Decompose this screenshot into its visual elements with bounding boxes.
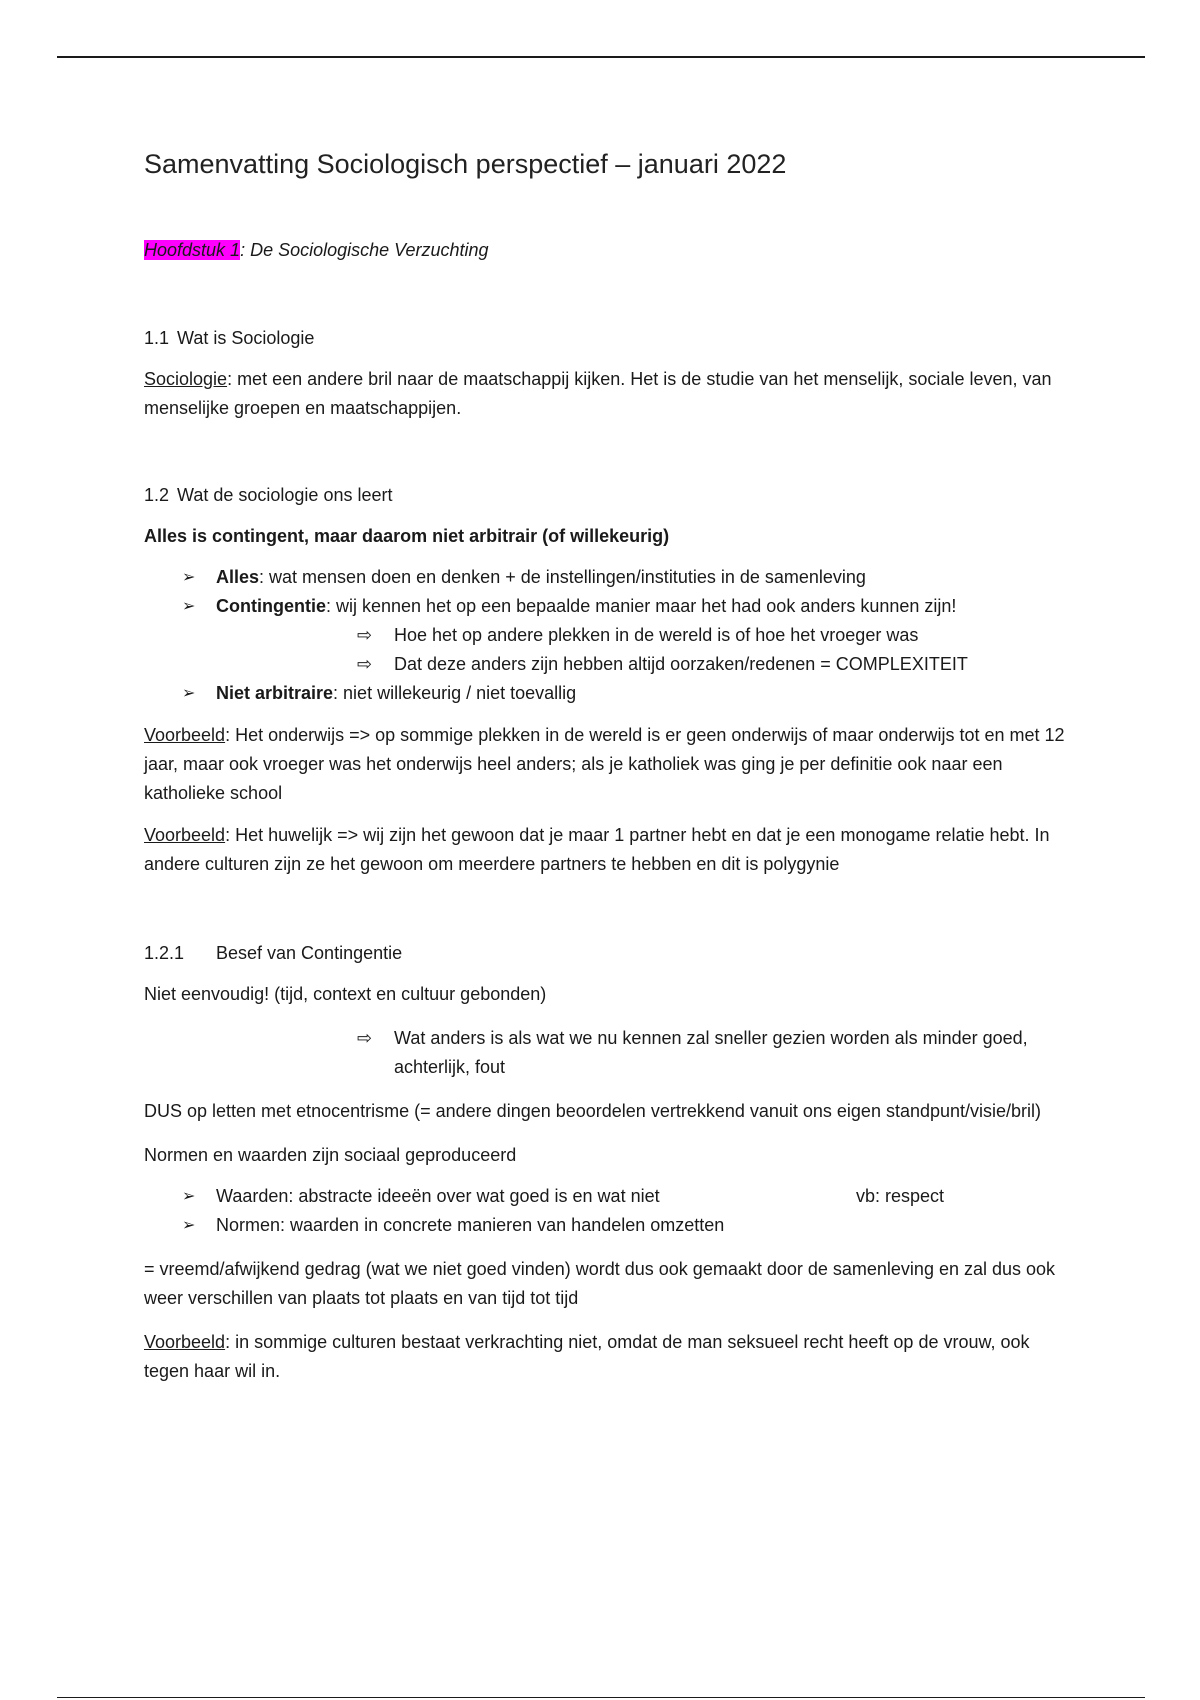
example-label: Voorbeeld	[144, 725, 226, 745]
header-rule	[57, 56, 1145, 58]
section-1-1-heading	[144, 324, 1074, 352]
outlined-arrow-icon: ⇨	[357, 654, 373, 674]
key-statement: Alles is contingent, maar daarom niet arbitrair (of willekeurig)	[144, 526, 670, 546]
contingency-sub-bullets	[144, 621, 1074, 679]
footer-rule	[57, 1697, 1145, 1698]
contingency-bullets	[144, 563, 1074, 708]
arrow-note: ⇨ Wat anders is als wat we nu kennen zal sneller gezien worden als minder goed, achterlijk, fout	[144, 1024, 1074, 1082]
definition-text: : met een andere bril naar de maatschappij kijken. Het is de studie van het menselijk, sociale leven, van menselijke groepen en maatschappijen.	[144, 369, 1052, 418]
deviant-behaviour-note: = vreemd/afwijkend gedrag (wat we niet goed vinden) wordt dus ook gemaakt door de samenleving en zal dus ook weer verschillen van plaats tot plaats en van tijd tot tijd	[144, 1259, 1056, 1308]
section-title: Wat de sociologie ons leert	[177, 485, 393, 505]
chapter-heading	[144, 236, 1074, 264]
example-label: Voorbeeld	[144, 1332, 226, 1352]
arrowhead-bullet-icon: ➢	[182, 685, 196, 702]
list-item: ➢ Alles: wat mensen doen en denken + de instellingen/instituties in de samenleving	[144, 563, 1074, 592]
document-page	[144, 142, 1074, 1386]
example-culture: Voorbeeld: in sommige culturen bestaat verkrachting niet, omdat de man seksueel recht heeft op de vrouw, ook tegen haar wil in.	[144, 1332, 1030, 1381]
sociologie-definition	[144, 365, 1074, 423]
chapter-title: : De Sociologische Verzuchting	[240, 240, 489, 260]
arrowhead-bullet-icon: ➢	[182, 1217, 196, 1234]
chapter-highlight: Hoofdstuk 1	[144, 240, 241, 260]
section-title: Besef van Contingentie	[216, 943, 403, 963]
list-item: ⇨ Hoe het op andere plekken in de wereld is of hoe het vroeger was	[144, 621, 1074, 650]
section-number: 1.2.1	[144, 943, 185, 963]
section-1-2-1-heading	[144, 939, 1074, 967]
contingency-intro: Niet eenvoudig! (tijd, context en cultuur gebonden)	[144, 984, 547, 1004]
list-item: ➢ Contingentie: wij kennen het op een bepaalde manier maar het had ook anders kunnen zijn! ⇨ Hoe het op andere plekken in de wereld is of hoe het vroeger was ⇨ Dat deze anders zijn hebben altijd oorzaken/redenen = COMPLEXITEIT	[144, 592, 1074, 679]
arrowhead-bullet-icon: ➢	[182, 1188, 196, 1205]
arrowhead-bullet-icon: ➢	[182, 598, 196, 615]
list-item: ➢ Normen: waarden in concrete manieren van handelen omzetten	[144, 1211, 1074, 1240]
outlined-arrow-icon: ⇨	[357, 625, 373, 645]
document-title: Samenvatting Sociologisch perspectief – januari 2022	[144, 149, 787, 179]
section-1-2-heading	[144, 481, 1074, 509]
example-huwelijk: Voorbeeld: Het huwelijk => wij zijn het gewoon dat je maar 1 partner hebt en dat je een monogame relatie hebt. In andere culturen zijn ze het gewoon om meerdere partners te hebben en dit is polygynie	[144, 825, 1050, 874]
list-item: ➢ Niet arbitraire: niet willekeurig / niet toevallig	[144, 679, 1074, 708]
example-label: Voorbeeld	[144, 825, 226, 845]
section-number: 1.1	[144, 328, 170, 348]
term-label: Sociologie	[144, 369, 228, 389]
list-item: ➢ Waarden: abstracte ideeën over wat goed is en wat niet vb: respect	[144, 1182, 1074, 1211]
list-item: ⇨ Dat deze anders zijn hebben altijd oorzaken/redenen = COMPLEXITEIT	[144, 650, 1074, 679]
outlined-arrow-icon: ⇨	[357, 1028, 373, 1048]
ethnocentrism-note: DUS op letten met etnocentrisme (= andere dingen beoordelen vertrekkend vanuit ons eigen standpunt/visie/bril)	[144, 1101, 1042, 1121]
section-number: 1.2	[144, 485, 170, 505]
values-example: vb: respect	[856, 1186, 945, 1206]
example-onderwijs: Voorbeeld: Het onderwijs => op sommige plekken in de wereld is er geen onderwijs of maar onderwijs tot en met 12 jaar, maar ook vroeger was het onderwijs heel anders; als je katholiek was ging je per definitie ook naar een katholieke school	[144, 725, 1065, 803]
arrowhead-bullet-icon: ➢	[182, 569, 196, 586]
norms-values-bullets	[144, 1182, 1074, 1240]
section-title: Wat is Sociologie	[177, 328, 315, 348]
norms-intro: Normen en waarden zijn sociaal geproduceerd	[144, 1145, 517, 1165]
